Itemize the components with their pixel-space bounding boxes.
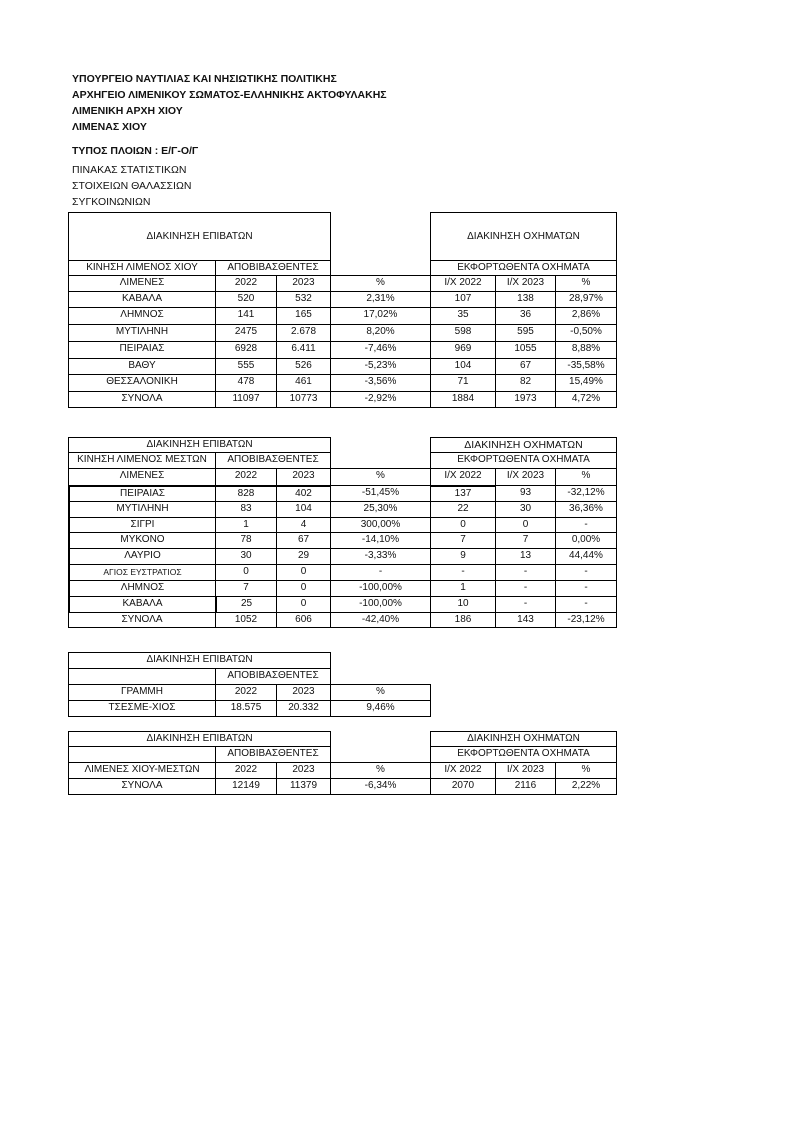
passengers-2022: 6928 xyxy=(215,341,276,358)
vehicles-2022: 969 xyxy=(430,341,495,358)
subtitle-line: ΣΥΓΚΟΙΝΩΝΙΩΝ xyxy=(72,196,151,208)
col-ports: ΛΙΜΕΝΕΣ xyxy=(68,468,215,485)
passengers-2023: 29 xyxy=(276,548,331,564)
port-name: ΣΥΝΟΛΑ xyxy=(68,391,215,408)
passengers-2023: 10773 xyxy=(276,391,331,408)
vehicles-2023: 138 xyxy=(495,291,555,307)
vehicles-2023: 2116 xyxy=(495,778,555,795)
vehicles-2022: 598 xyxy=(430,324,495,341)
line-name: ΤΣΕΣΜΕ-ΧΙΟΣ xyxy=(68,700,215,717)
col-percent: % xyxy=(331,684,431,700)
passengers-2023: 11379 xyxy=(276,778,331,795)
passengers-2023: 0 xyxy=(276,580,331,596)
disembarked-label: ΑΠΟΒΙΒΑΣΘΕΝΤΕΣ xyxy=(215,260,331,275)
vehicles-2023: 1055 xyxy=(495,341,555,358)
col-2023: 2023 xyxy=(276,468,331,485)
passengers-change: -3,56% xyxy=(331,374,430,391)
passengers-change: -100,00% xyxy=(331,580,430,596)
vehicles-change: -0,50% xyxy=(555,324,617,341)
subtitle-line: ΣΤΟΙΧΕΙΩΝ ΘΑΛΑΣΣΙΩΝ xyxy=(72,180,192,192)
col-ix-2022: Ι/Χ 2022 xyxy=(430,468,495,485)
movement-label: ΚΙΝΗΣΗ ΛΙΜΕΝΟΣ ΜΕΣΤΩΝ xyxy=(68,452,215,468)
passengers-change: -42,40% xyxy=(331,612,430,628)
port-line: ΛΙΜΕΝΑΣ ΧΙΟΥ xyxy=(72,121,147,133)
passengers-2023: 526 xyxy=(276,358,331,374)
vehicles-change: -32,12% xyxy=(555,485,617,501)
passengers-2023: 6.411 xyxy=(276,341,331,358)
passengers-change: -7,46% xyxy=(331,341,430,358)
passengers-2023: 104 xyxy=(276,501,331,517)
vehicles-2023: 36 xyxy=(495,307,555,324)
col-vehicles-percent: % xyxy=(555,762,617,778)
passengers-change: 17,02% xyxy=(331,307,430,324)
vehicles-2022: 35 xyxy=(430,307,495,324)
col-ix-2022: Ι/Χ 2022 xyxy=(430,762,495,778)
passengers-change: 9,46% xyxy=(331,700,431,717)
port-name: ΜΥΚΟΝΟ xyxy=(68,532,215,548)
port-name: ΣΥΝΟΛΑ xyxy=(68,612,215,628)
vehicles-2023: 143 xyxy=(495,612,555,628)
col-percent: % xyxy=(331,468,430,485)
vehicles-2023: - xyxy=(495,564,555,580)
passengers-2023: 532 xyxy=(276,291,331,307)
vehicles-2023: 93 xyxy=(495,485,555,501)
port-name: ΒΑΘΥ xyxy=(68,358,215,374)
vehicles-2023: 0 xyxy=(495,517,555,532)
passengers-change: -3,33% xyxy=(331,548,430,564)
port-name: ΚΑΒΑΛΑ xyxy=(68,596,215,612)
vehicles-2023: 13 xyxy=(495,548,555,564)
vehicles-2023: - xyxy=(495,580,555,596)
vehicles-change: - xyxy=(555,580,617,596)
vehicles-change: 2,22% xyxy=(555,778,617,795)
vehicles-change: -23,12% xyxy=(555,612,617,628)
col-2022: 2022 xyxy=(215,684,276,700)
passengers-change: -2,92% xyxy=(331,391,430,408)
vehicles-2022: 1 xyxy=(430,580,495,596)
vehicles-change: 0,00% xyxy=(555,532,617,548)
passengers-2022: 141 xyxy=(215,307,276,324)
col-percent: % xyxy=(331,275,430,291)
passengers-2023: 20.332 xyxy=(276,700,331,717)
vehicles-2022: 107 xyxy=(430,291,495,307)
passengers-2022: 78 xyxy=(215,532,276,548)
vehicles-change: 4,72% xyxy=(555,391,617,408)
passengers-2022: 0 xyxy=(215,564,276,580)
passengers-2022: 828 xyxy=(215,485,276,501)
subtitle-line: ΠΙΝΑΚΑΣ ΣΤΑΤΙΣΤΙΚΩΝ xyxy=(72,164,187,176)
passengers-2023: 4 xyxy=(276,517,331,532)
vehicles-change: 36,36% xyxy=(555,501,617,517)
vehicles-change: 2,86% xyxy=(555,307,617,324)
port-authority-line: ΛΙΜΕΝΙΚΗ ΑΡΧΗ ΧΙΟΥ xyxy=(72,105,183,117)
vehicles-2022: 9 xyxy=(430,548,495,564)
disembarked-label: ΑΠΟΒΙΒΑΣΘΕΝΤΕΣ xyxy=(215,668,331,684)
blank-cell xyxy=(68,668,215,684)
col-line: ΓΡΑΜΜΗ xyxy=(68,684,215,700)
unloaded-vehicles-label: ΕΚΦΟΡΤΩΘΕΝΤΑ ΟΧΗΜΑΤΑ xyxy=(430,746,617,762)
vehicles-change: 15,49% xyxy=(555,374,617,391)
vehicles-2022: 22 xyxy=(430,501,495,517)
vehicles-title: ΔΙΑΚΙΝΗΣΗ ΟΧΗΜΑΤΩΝ xyxy=(430,731,617,746)
col-ix-2023: Ι/Χ 2023 xyxy=(495,275,555,291)
ship-type: ΤΥΠΟΣ ΠΛΟΙΩΝ : Ε/Γ-Ο/Γ xyxy=(72,145,199,157)
passengers-2022: 1 xyxy=(215,517,276,532)
vehicles-change: 8,88% xyxy=(555,341,617,358)
vehicles-2023: 1973 xyxy=(495,391,555,408)
passengers-change: -14,10% xyxy=(331,532,430,548)
disembarked-label: ΑΠΟΒΙΒΑΣΘΕΝΤΕΣ xyxy=(215,452,331,468)
col-2023: 2023 xyxy=(276,762,331,778)
col-ix-2023: Ι/Χ 2023 xyxy=(495,762,555,778)
port-name: ΠΕΙΡΑΙΑΣ xyxy=(68,341,215,358)
passengers-title: ΔΙΑΚΙΝΗΣΗ ΕΠΙΒΑΤΩΝ xyxy=(68,652,331,668)
col-2022: 2022 xyxy=(215,762,276,778)
port-name: ΛΗΜΝΟΣ xyxy=(68,307,215,324)
passengers-2022: 11097 xyxy=(215,391,276,408)
col-2022: 2022 xyxy=(215,468,276,485)
port-name: ΑΓΙΟΣ ΕΥΣΤΡΑΤΙΟΣ xyxy=(68,564,215,580)
vehicles-change: - xyxy=(555,564,617,580)
passengers-2023: 402 xyxy=(276,485,331,501)
port-name: ΜΥΤΙΛΗΝΗ xyxy=(68,501,215,517)
vehicles-2022: 71 xyxy=(430,374,495,391)
vehicles-change: 44,44% xyxy=(555,548,617,564)
passengers-change: -100,00% xyxy=(331,596,430,612)
passengers-2023: 2.678 xyxy=(276,324,331,341)
vehicles-2022: 104 xyxy=(430,358,495,374)
passengers-2023: 67 xyxy=(276,532,331,548)
passengers-2023: 165 xyxy=(276,307,331,324)
passengers-title: ΔΙΑΚΙΝΗΣΗ ΕΠΙΒΑΤΩΝ xyxy=(68,731,331,746)
vehicles-2022: 10 xyxy=(430,596,495,612)
port-name: ΛΑΥΡΙΟ xyxy=(68,548,215,564)
passengers-2023: 461 xyxy=(276,374,331,391)
passengers-change: -5,23% xyxy=(331,358,430,374)
port-name: ΣΙΓΡΙ xyxy=(68,517,215,532)
col-2022: 2022 xyxy=(215,275,276,291)
report-subtitle xyxy=(72,162,191,210)
port-name: ΚΑΒΑΛΑ xyxy=(68,291,215,307)
vehicles-change: - xyxy=(555,517,617,532)
passengers-title: ΔΙΑΚΙΝΗΣΗ ΕΠΙΒΑΤΩΝ xyxy=(68,437,331,452)
authority-header xyxy=(72,71,387,135)
vehicles-2023: 595 xyxy=(495,324,555,341)
vehicles-2022: 1884 xyxy=(430,391,495,408)
passengers-change: -51,45% xyxy=(331,485,430,501)
passengers-2023: 0 xyxy=(276,596,331,612)
col-2023: 2023 xyxy=(276,275,331,291)
vehicles-2023: 30 xyxy=(495,501,555,517)
passengers-2022: 25 xyxy=(215,596,276,612)
passengers-2023: 0 xyxy=(276,564,331,580)
port-name: ΘΕΣΣΑΛΟΝΙΚΗ xyxy=(68,374,215,391)
vehicles-2022: 7 xyxy=(430,532,495,548)
col-ports: ΛΙΜΕΝΕΣ ΧΙΟΥ-ΜΕΣΤΩΝ xyxy=(68,762,215,778)
vehicles-2022: 186 xyxy=(430,612,495,628)
blank-cell xyxy=(68,746,215,762)
passengers-2022: 12149 xyxy=(215,778,276,795)
unloaded-vehicles-label: ΕΚΦΟΡΤΩΘΕΝΤΑ ΟΧΗΜΑΤΑ xyxy=(430,452,617,468)
passengers-2022: 478 xyxy=(215,374,276,391)
port-name: ΠΕΙΡΑΙΑΣ xyxy=(68,485,215,501)
disembarked-label: ΑΠΟΒΙΒΑΣΘΕΝΤΕΣ xyxy=(215,746,331,762)
ministry-line: ΥΠΟΥΡΓΕΙΟ ΝΑΥΤΙΛΙΑΣ ΚΑΙ ΝΗΣΙΩΤΙΚΗΣ ΠΟΛΙΤΙΚΗΣ xyxy=(72,73,337,85)
port-name: ΜΥΤΙΛΗΝΗ xyxy=(68,324,215,341)
passengers-change: 300,00% xyxy=(331,517,430,532)
col-2023: 2023 xyxy=(276,684,331,700)
col-vehicles-percent: % xyxy=(555,275,617,291)
passengers-change: 2,31% xyxy=(331,291,430,307)
vehicles-2023: 67 xyxy=(495,358,555,374)
passengers-2022: 30 xyxy=(215,548,276,564)
passengers-2022: 18.575 xyxy=(215,700,276,717)
passengers-2023: 606 xyxy=(276,612,331,628)
vehicles-change: - xyxy=(555,596,617,612)
vehicles-2022: 2070 xyxy=(430,778,495,795)
passengers-title: ΔΙΑΚΙΝΗΣΗ ΕΠΙΒΑΤΩΝ xyxy=(68,212,331,260)
passengers-2022: 7 xyxy=(215,580,276,596)
vehicles-2023: 7 xyxy=(495,532,555,548)
vehicles-2022: - xyxy=(430,564,495,580)
vehicles-2023: - xyxy=(495,596,555,612)
passengers-change: 25,30% xyxy=(331,501,430,517)
vehicles-change: 28,97% xyxy=(555,291,617,307)
vehicles-2022: 0 xyxy=(430,517,495,532)
col-ix-2022: Ι/Χ 2022 xyxy=(430,275,495,291)
movement-label: ΚΙΝΗΣΗ ΛΙΜΕΝΟΣ ΧΙΟΥ xyxy=(68,260,215,275)
vehicles-2023: 82 xyxy=(495,374,555,391)
vehicles-change: -35,58% xyxy=(555,358,617,374)
unloaded-vehicles-label: ΕΚΦΟΡΤΩΘΕΝΤΑ ΟΧΗΜΑΤΑ xyxy=(430,260,617,275)
vehicles-title: ΔΙΑΚΙΝΗΣΗ ΟΧΗΜΑΤΩΝ xyxy=(430,212,617,260)
passengers-change: -6,34% xyxy=(331,778,430,795)
passengers-change: 8,20% xyxy=(331,324,430,341)
vehicles-2022: 137 xyxy=(430,485,495,501)
port-name: ΣΥΝΟΛΑ xyxy=(68,778,215,795)
port-name: ΛΗΜΝΟΣ xyxy=(68,580,215,596)
coast-guard-line: ΑΡΧΗΓΕΙΟ ΛΙΜΕΝΙΚΟΥ ΣΩΜΑΤΟΣ-ΕΛΛΗΝΙΚΗΣ ΑΚΤΟΦΥΛΑΚΗΣ xyxy=(72,89,387,101)
col-ix-2023: Ι/Χ 2023 xyxy=(495,468,555,485)
passengers-2022: 2475 xyxy=(215,324,276,341)
passengers-2022: 520 xyxy=(215,291,276,307)
passengers-change: - xyxy=(331,564,430,580)
col-percent: % xyxy=(331,762,430,778)
passengers-2022: 555 xyxy=(215,358,276,374)
passengers-2022: 1052 xyxy=(215,612,276,628)
vehicles-title: ΔΙΑΚΙΝΗΣΗ ΟΧΗΜΑΤΩΝ xyxy=(430,437,617,452)
passengers-2022: 83 xyxy=(215,501,276,517)
col-ports: ΛΙΜΕΝΕΣ xyxy=(68,275,215,291)
col-vehicles-percent: % xyxy=(555,468,617,485)
